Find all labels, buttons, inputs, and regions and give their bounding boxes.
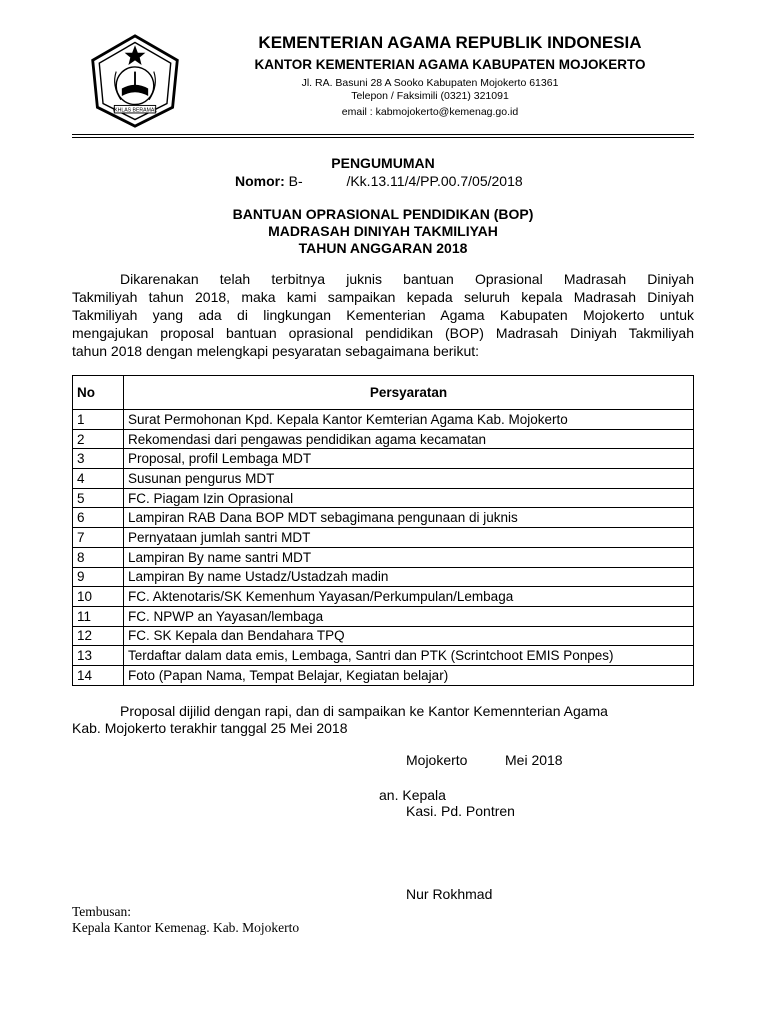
intro-line-3: Takmiliyah yang ada di lingkungan Kementerian Agama Kabupaten Mojokerto untuk bbox=[72, 307, 694, 323]
intro-line-2: Takmiliyah tahun 2018, maka kami sampaikan kepada seluruh kepala Madrasah Diniyah bbox=[72, 289, 694, 305]
table-row bbox=[73, 508, 694, 528]
number-suffix: /Kk.13.11/4/PP.00.7/05/2018 bbox=[346, 173, 523, 189]
announcement-number bbox=[235, 173, 523, 189]
row-text: Surat Permohonan Kpd. Kepala Kantor Kemterian Agama Kab. Mojokerto bbox=[124, 410, 694, 430]
table-row bbox=[73, 528, 694, 548]
row-text: Lampiran By name santri MDT bbox=[124, 547, 694, 567]
signature-position: Kasi. Pd. Pontren bbox=[406, 803, 515, 819]
signature-an: an. Kepala bbox=[379, 787, 446, 803]
table-header-row bbox=[73, 376, 694, 410]
row-text: Proposal, profil Lembaga MDT bbox=[124, 449, 694, 469]
intro-line-1: Dikarenakan telah terbitnya juknis bantuan Oprasional Madrasah Diniyah bbox=[120, 271, 694, 287]
intro-paragraph bbox=[72, 270, 694, 360]
row-text: Rekomendasi dari pengawas pendidikan agama kecamatan bbox=[124, 429, 694, 449]
row-text: Lampiran By name Ustadz/Ustadzah madin bbox=[124, 567, 694, 587]
table-row bbox=[73, 429, 694, 449]
announcement-title: PENGUMUMAN bbox=[331, 155, 435, 171]
row-no: 14 bbox=[73, 665, 124, 685]
row-text: Pernyataan jumlah santri MDT bbox=[124, 528, 694, 548]
row-no: 5 bbox=[73, 488, 124, 508]
office-address: Jl. RA. Basuni 28 A Sooko Kabupaten Mojokerto 61361 bbox=[301, 77, 559, 89]
table-row bbox=[73, 488, 694, 508]
table-row bbox=[73, 410, 694, 430]
col-no-header: No bbox=[73, 376, 124, 410]
row-text: Susunan pengurus MDT bbox=[124, 469, 694, 489]
row-text: FC. Piagam Izin Oprasional bbox=[124, 488, 694, 508]
row-text: Terdaftar dalam data emis, Lembaga, Santri dan PTK (Scrintchoot EMIS Ponpes) bbox=[124, 646, 694, 666]
table-row bbox=[73, 449, 694, 469]
signature-date: Mei 2018 bbox=[505, 752, 563, 768]
row-no: 13 bbox=[73, 646, 124, 666]
table-row bbox=[73, 606, 694, 626]
office-phone: Telepon / Faksimili (0321) 321091 bbox=[351, 90, 509, 102]
office-email: email : kabmojokerto@kemenag.go.id bbox=[341, 106, 519, 118]
office-name: KANTOR KEMENTERIAN AGAMA KABUPATEN MOJOKERTO bbox=[254, 57, 646, 72]
row-no: 2 bbox=[73, 429, 124, 449]
row-text: FC. SK Kepala dan Bendahara TPQ bbox=[124, 626, 694, 646]
subject-line-1: BANTUAN OPRASIONAL PENDIDIKAN (BOP) bbox=[232, 206, 534, 222]
table-row bbox=[73, 587, 694, 607]
closing-line-2: Kab. Mojokerto terakhir tanggal 25 Mei 2018 bbox=[72, 720, 348, 736]
subject-line-3: TAHUN ANGGARAN 2018 bbox=[298, 240, 468, 256]
header-rule-thin bbox=[72, 137, 694, 138]
row-no: 3 bbox=[73, 449, 124, 469]
row-no: 10 bbox=[73, 587, 124, 607]
kemenag-logo bbox=[88, 34, 182, 128]
row-text: FC. Aktenotaris/SK Kemenhum Yayasan/Perkumpulan/Lembaga bbox=[124, 587, 694, 607]
ministry-name: KEMENTERIAN AGAMA REPUBLIK INDONESIA bbox=[258, 33, 642, 52]
number-label: Nomor: bbox=[235, 173, 285, 189]
table-row bbox=[73, 547, 694, 567]
cc-label: Tembusan: bbox=[72, 904, 132, 919]
table-row bbox=[73, 567, 694, 587]
cc-recipient: Kepala Kantor Kemenag. Kab. Mojokerto bbox=[72, 920, 300, 935]
table-row bbox=[73, 469, 694, 489]
table-row bbox=[73, 646, 694, 666]
row-no: 1 bbox=[73, 410, 124, 430]
row-no: 8 bbox=[73, 547, 124, 567]
row-no: 4 bbox=[73, 469, 124, 489]
intro-line-5: tahun 2018 dengan melengkapi pesyaratan sebagaimana berikut: bbox=[72, 343, 480, 359]
closing-line-1: Proposal dijilid dengan rapi, dan di sampaikan ke Kantor Kemennterian Agama bbox=[120, 703, 608, 719]
row-text: FC. NPWP an Yayasan/lembaga bbox=[124, 606, 694, 626]
signature-name: Nur Rokhmad bbox=[406, 886, 493, 902]
number-prefix: B- bbox=[288, 173, 303, 189]
row-no: 7 bbox=[73, 528, 124, 548]
row-no: 11 bbox=[73, 606, 124, 626]
row-no: 6 bbox=[73, 508, 124, 528]
intro-line-4: mengajukan proposal bantuan oprasional pendidikan (BOP) Madrasah Diniyah Takmiliyah bbox=[72, 325, 694, 341]
row-text: Foto (Papan Nama, Tempat Belajar, Kegiatan belajar) bbox=[124, 665, 694, 685]
row-no: 9 bbox=[73, 567, 124, 587]
table-row bbox=[73, 665, 694, 685]
subject-line-2: MADRASAH DINIYAH TAKMILIYAH bbox=[268, 223, 498, 239]
col-requirement-header: Persyaratan bbox=[124, 376, 694, 410]
row-text: Lampiran RAB Dana BOP MDT sebagimana pengunaan di juknis bbox=[124, 508, 694, 528]
table-row bbox=[73, 626, 694, 646]
requirements-table bbox=[72, 375, 694, 686]
row-no: 12 bbox=[73, 626, 124, 646]
svg-text:IKHLAS BERAMAL: IKHLAS BERAMAL bbox=[112, 107, 158, 114]
header-rule bbox=[72, 134, 694, 135]
signature-place: Mojokerto bbox=[406, 752, 468, 768]
